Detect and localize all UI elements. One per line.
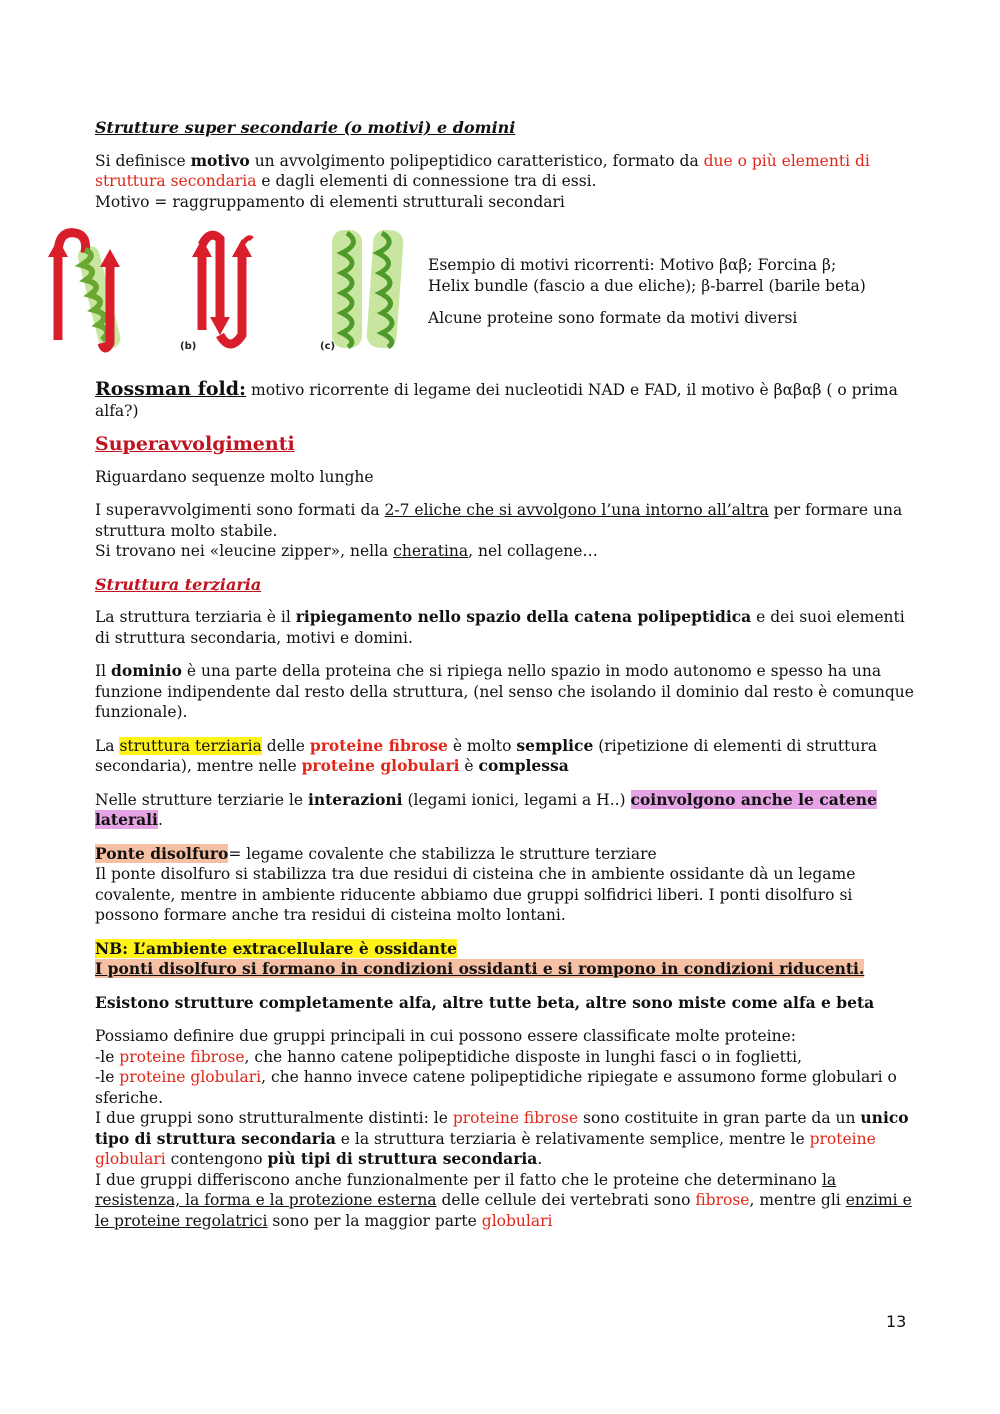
- motif-figure: [40, 225, 915, 365]
- supercoil-text-2: I superavvolgimenti sono formati da 2-7 eliche che si avvolgono l’una intorno all’altra per formare una struttura molto stabile. Si trovano nei «leucine zipper», nella cheratina, nel collagene…: [95, 501, 903, 560]
- motif-definition: Si definisce motivo un avvolgimento polipeptidico caratteristico, formato da due o più elementi di struttura secondaria e dagli elementi di connessione tra di essi. Motivo = raggruppamento di elementi strutturali secondari: [95, 150, 870, 211]
- supercoil-text-1: Riguardano sequenze molto lunghe: [95, 467, 374, 486]
- figure-label-b: (b): [180, 341, 197, 352]
- section-title-motifs: Strutture super secondarie (o motivi) e domini: [95, 118, 516, 137]
- motif-figure-caption: [428, 255, 878, 341]
- page-content: [95, 118, 915, 1244]
- section-title-tertiary: Struttura terziaria: [95, 574, 262, 594]
- disulfide-paragraph: Ponte disolfuro= legame covalente che stabilizza le strutture terziare Il ponte disolfuro si stabilizza tra due residui di cisteina che in ambiente ossidante dà un legame covalente, mentre in ambiente riducente abbiamo due gruppi solfidrici liberi. I ponti disolfuro si possono formare anche tra residui di cisteina molto lontani.: [95, 843, 856, 924]
- page-number: 13: [886, 1312, 907, 1331]
- alpha-beta-statement: Esistono strutture completamente alfa, altre tutte beta, altre sono miste come alfa e beta: [95, 992, 875, 1012]
- interactions-paragraph: Nelle strutture terziarie le interazioni (legami ionici, legami a H..) coinvolgono anche le catene laterali.: [95, 789, 877, 829]
- nb-note: NB: L’ambiente extracellulare è ossidante I ponti disolfuro si formano in condizioni ossidanti e si rompono in condizioni riducenti.: [95, 938, 865, 978]
- motif-helix-bundle-image: [320, 225, 440, 355]
- motif-beta-alpha-beta-image: [40, 225, 130, 355]
- domain-definition: Il dominio è una parte della proteina che si ripiega nello spazio in modo autonomo e spesso ha una funzione indipendente dal resto della struttura, (nel senso che isolando il dominio dal resto è comunque funzionale).: [95, 661, 914, 721]
- rossman-title: Rossman fold:: [95, 378, 247, 400]
- tertiary-definition: La struttura terziaria è il ripiegamento nello spazio della catena polipeptidica e dei suoi elementi di struttura secondaria, motivi e domini.: [95, 607, 905, 647]
- rossman-paragraph: Rossman fold: motivo ricorrente di legame dei nucleotidi NAD e FAD, il motivo è βαβαβ ( o prima alfa?): [95, 378, 898, 420]
- motif-examples-text: Esempio di motivi ricorrenti: Motivo βαβ; Forcina β; Helix bundle (fascio a due eliche); β-barrel (barile beta): [428, 256, 866, 295]
- motif-beta-hairpin-image: [180, 225, 270, 355]
- motif-diverse-text: Alcune proteine sono formate da motivi diversi: [428, 309, 798, 327]
- fibrous-globular-paragraph: La struttura terziaria delle proteine fibrose è molto semplice (ripetizione di elementi di struttura secondaria), mentre nelle proteine globulari è complessa: [95, 735, 878, 775]
- section-title-supercoils: Superavvolgimenti: [95, 433, 295, 455]
- figure-label-c: (c): [320, 341, 336, 352]
- protein-groups-paragraph: Possiamo definire due gruppi principali in cui possono essere classificate molte proteine: -le proteine fibrose, che hanno catene polipeptidiche disposte in lunghi fasci o in foglietti, -le proteine globulari, che hanno invece catene polipeptidiche ripiegate e assumono forme globulari o sferiche. I due gruppi sono strutturalmente distinti: le proteine fibrose sono costituite in gran parte da un unico tipo di struttura secondaria e la struttura terziaria è relativamente semplice, mentre le proteine globulari contengono più tipi di struttura secondaria. I due gruppi differiscono anche funzionalmente per il fatto che le proteine che determinano la resistenza, la forma e la protezione esterna delle cellule dei vertebrati sono fibrose, mentre gli enzimi e le proteine regolatrici sono per la maggior parte globulari: [95, 1027, 912, 1230]
